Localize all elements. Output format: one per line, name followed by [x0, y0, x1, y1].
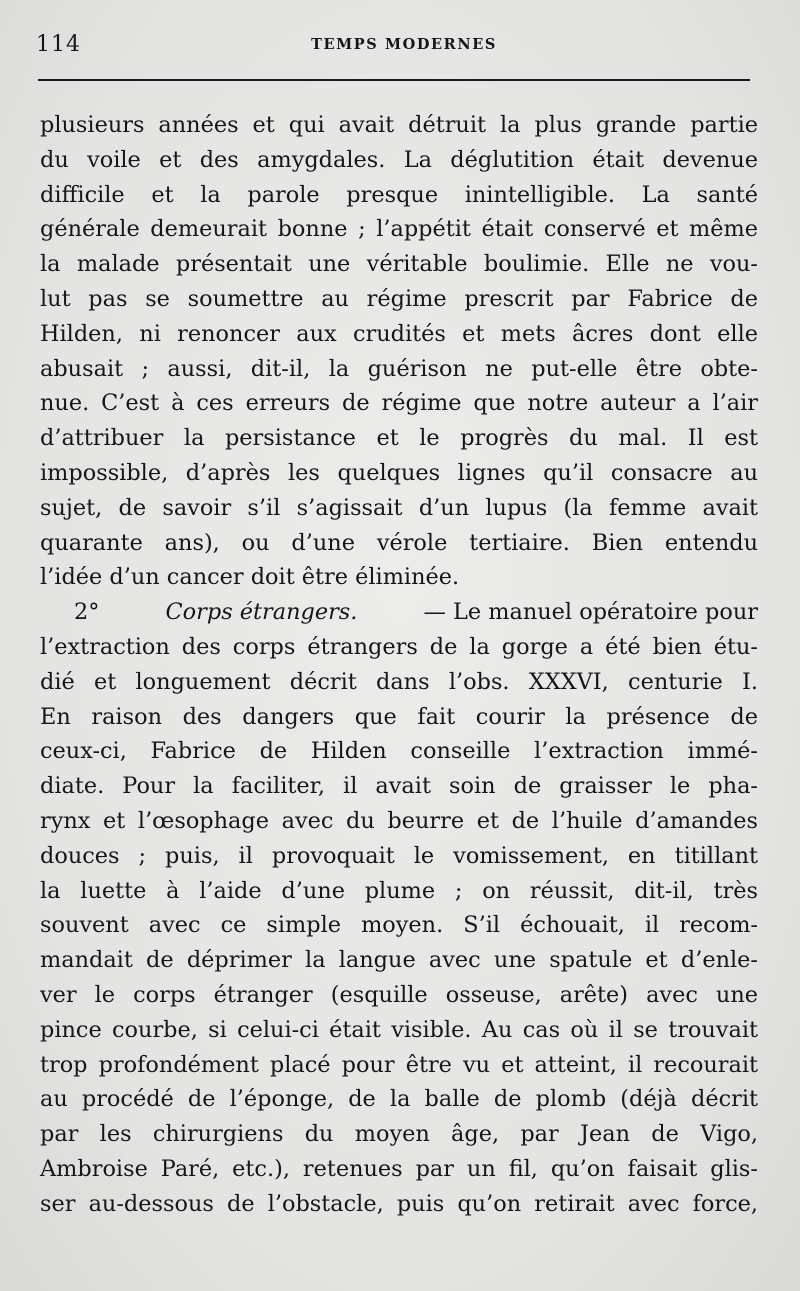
header-rule [38, 79, 750, 81]
text-line: Hilden, ni renoncer aux crudités et mets âcres dont elle [40, 320, 758, 347]
text-line: quarante ans), ou d’une vérole tertiaire. Bien entendu [40, 529, 758, 556]
text-line: ver le corps étranger (esquille osseuse, arête) avec une [40, 981, 758, 1008]
text-line: ceux-ci, Fabrice de Hilden conseille l’extraction immé- [40, 738, 758, 765]
text-line: du voile et des amygdales. La déglutition était devenue [40, 146, 758, 173]
running-title: TEMPS MODERNES [311, 36, 497, 53]
text-line: dié et longuement décrit dans l’obs. XXXVI, centurie I. [40, 668, 758, 695]
text-line: ser au-dessous de l’obstacle, puis qu’on retirait avec force, [40, 1190, 758, 1217]
section-lead-text: — Le manuel opératoire pour [423, 599, 758, 626]
page-header [36, 28, 752, 68]
text-line: la luette à l’aide d’une plume ; on réussit, dit-il, très [40, 877, 758, 904]
text-line: pince courbe, si celui-ci était visible. Au cas où il se trouvait [40, 1016, 758, 1043]
text-line: d’attribuer la persistance et le progrès du mal. Il est [40, 425, 758, 452]
section-heading-line [40, 595, 758, 630]
text-line: générale demeurait bonne ; l’appétit était conservé et même [40, 216, 758, 243]
text-line: par les chirurgiens du moyen âge, par Jean de Vigo, [40, 1121, 758, 1148]
text-line: impossible, d’après les quelques lignes qu’il consacre au [40, 459, 758, 486]
text-line: mandait de déprimer la langue avec une spatule et d’enle- [40, 947, 758, 974]
text-line: au procédé de l’éponge, de la balle de plomb (déjà décrit [40, 1086, 758, 1113]
text-line: rynx et l’œsophage avec du beurre et de l’huile d’amandes [40, 807, 758, 834]
text-line: la malade présentait une véritable boulimie. Elle ne vou- [40, 251, 758, 278]
paragraph-end-line: l’idée d’un cancer doit être éliminée. [40, 564, 460, 591]
text-line: sujet, de savoir s’il s’agissait d’un lupus (la femme avait [40, 494, 758, 521]
text-line: Ambroise Paré, etc.), retenues par un fil, qu’on faisait glis- [40, 1155, 758, 1182]
text-line: trop profondément placé pour être vu et atteint, il recourait [40, 1051, 758, 1078]
section-number: 2° [74, 599, 100, 626]
text-line: En raison des dangers que fait courir la présence de [40, 703, 758, 730]
text-line: difficile et la parole presque inintelligible. La santé [40, 181, 758, 208]
text-line: souvent avec ce simple moyen. S’il échouait, il recom- [40, 912, 758, 939]
section-title: Corps étrangers. [165, 599, 358, 626]
text-line: diate. Pour la faciliter, il avait soin de graisser le pha- [40, 773, 758, 800]
page-number: 114 [36, 32, 81, 57]
text-line: lut pas se soumettre au régime prescrit par Fabrice de [40, 285, 758, 312]
text-line: douces ; puis, il provoquait le vomissement, en titillant [40, 842, 758, 869]
text-line: abusait ; aussi, dit-il, la guérison ne put-elle être obte- [40, 355, 758, 382]
text-line: l’extraction des corps étrangers de la gorge a été bien étu- [40, 633, 758, 660]
text-line: nue. C’est à ces erreurs de régime que notre auteur a l’air [40, 390, 758, 417]
body-text [40, 108, 758, 1222]
text-line: plusieurs années et qui avait détruit la plus grande partie [40, 112, 758, 138]
